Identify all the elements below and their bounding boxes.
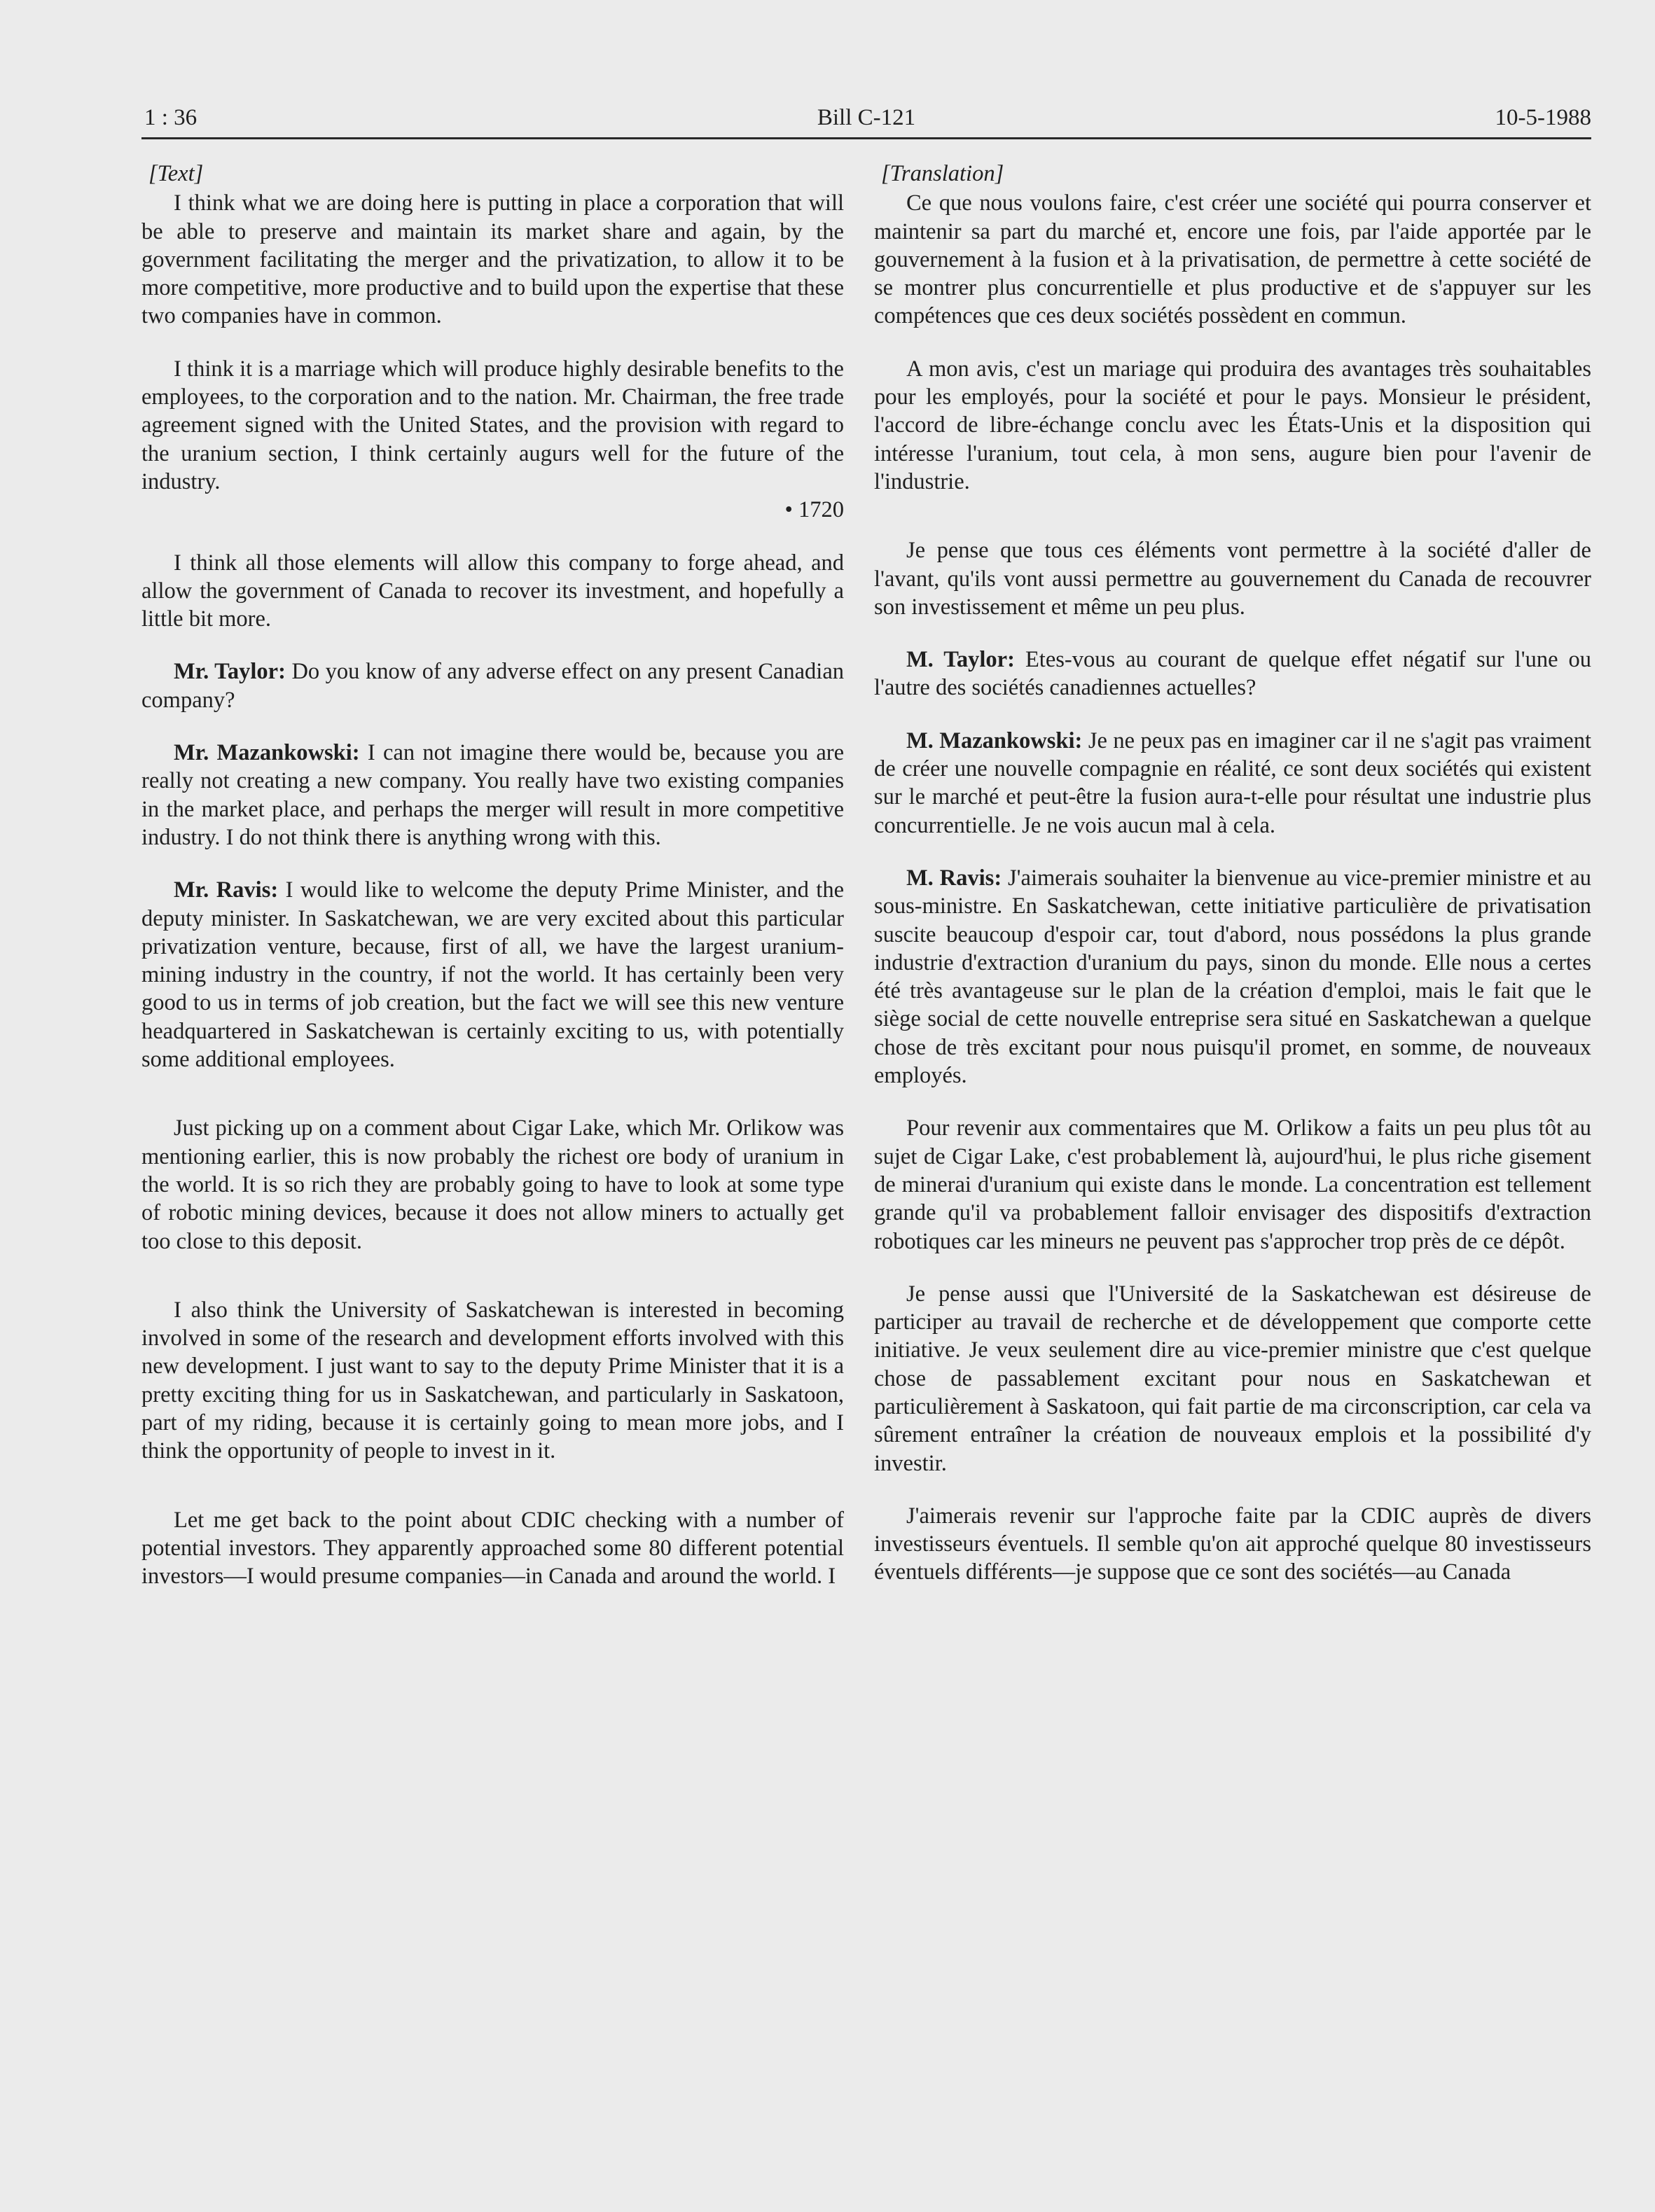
page-header — [141, 102, 1591, 139]
english-column — [141, 160, 844, 1615]
document-title: Bill C-121 — [817, 105, 916, 130]
paragraph: I also think the University of Saskatchewan is interested in becoming involved in some of the research and development efforts involved with this new development. I just want to say to the deputy Prime Minister that it is a pretty exciting thing for us in Saskatchewan, and particularly in Saskatoon, part of my riding, because it is certainly going to mean more jobs, and I think the opportunity of people to invest in it. — [141, 1297, 844, 1464]
speaker-paragraph — [874, 646, 1591, 702]
page-date: 10-5-1988 — [1495, 105, 1591, 130]
paragraph: I think what we are doing here is putting in place a corporation that will be able to preserve and maintain its market share and again, by the government facilitating the merger and the privatization, to allow it to be more competitive, more productive and to build upon the expertise that these two companies have in common. — [141, 190, 844, 329]
paragraph: A mon avis, c'est un mariage qui produira des avantages très souhaitables pour les employés, pour la société et pour le pays. Monsieur le président, l'accord de libre-échange conclu avec les États-Unis et la disposition qui intéresse l'uranium, tout cela, à mon sens, augure bien pour l'avenir de l'industrie. — [874, 356, 1591, 494]
speaker-paragraph — [874, 727, 1591, 840]
speaker-name: Mr. Mazankowski: — [174, 740, 360, 766]
text-label: [Text] — [148, 161, 204, 186]
french-column — [874, 160, 1591, 1611]
paragraph: Ce que nous voulons faire, c'est créer une société qui pourra conserver et maintenir sa part du marché et, encore une fois, par l'aide apportée par le gouvernement à la fusion et à la privatisation, de permettre à cette société de se montrer plus concurrentielle et plus productive et de s'appuyer sur les compétences que ces deux sociétés possèdent en commun. — [874, 190, 1591, 329]
paragraph: J'aimerais revenir sur l'approche faite par la CDIC auprès de divers investisseurs éventuels. Il semble qu'on ait approché quelque 80 investisseurs éventuels différents—je suppose que ce sont des sociétés—au Canada — [874, 1503, 1591, 1585]
speaker-name: M. Taylor: — [906, 647, 1015, 673]
speaker-paragraph — [141, 739, 844, 851]
speaker-paragraph — [141, 658, 844, 714]
speaker-name: Mr. Taylor: — [174, 659, 286, 685]
time-marker: • 1720 — [784, 497, 844, 523]
paragraph: I think it is a marriage which will produce highly desirable benefits to the employees, to the corporation and to the nation. Mr. Chairman, the free trade agreement signed with the United States, and the provision with regard to the uranium section, I think certainly augurs well for the future of the industry. — [141, 356, 844, 494]
paragraph: Let me get back to the point about CDIC checking with a number of potential investors. They apparently approached some 80 different potential investors—I would presume companies—in Canada and around the world. I — [141, 1507, 844, 1590]
paragraph: I think all those elements will allow this company to forge ahead, and allow the government of Canada to recover its investment, and hopefully a little bit more. — [141, 550, 844, 632]
page-number: 1 : 36 — [144, 105, 198, 130]
speaker-name: M. Ravis: — [906, 865, 1002, 891]
speaker-paragraph — [874, 864, 1591, 1090]
speaker-name: Mr. Ravis: — [174, 877, 279, 903]
paragraph: Pour revenir aux commentaires que M. Orlikow a faits un peu plus tôt au sujet de Cigar Lake, c'est probablement là, aujourd'hui, le plus riche gisement de minerai d'uranium qui existe dans le monde. La concentration est tellement grande qu'il va probablement falloir envisager des dispositifs d'extraction robotiques car les mineurs ne peuvent pas s'approcher trop près de ce dépôt. — [874, 1115, 1591, 1254]
paragraph: Just picking up on a comment about Cigar Lake, which Mr. Orlikow was mentioning earlier, this is now probably the richest ore body of uranium in the world. It is so rich they are probably going to have to look at some type of robotic mining devices, because it does not allow miners to actually get too close to this deposit. — [141, 1115, 844, 1254]
paragraph: Je pense que tous ces éléments vont permettre à la société d'aller de l'avant, qu'ils vont aussi permettre au gouvernement du Canada de recouvrer son investissement et même un peu plus. — [874, 538, 1591, 620]
translation-label: [Translation] — [881, 161, 1004, 186]
speech-text: Etes-vous au courant de quelque effet négatif sur l'une ou l'autre des sociétés canadiennes actuelles? — [874, 647, 1591, 701]
speaker-paragraph — [141, 876, 844, 1073]
speech-text: J'aimerais souhaiter la bienvenue au vice-premier ministre et au sous-ministre. En Saskatchewan, cette initiative particulière de privatisation suscite beaucoup d'espoir car, tout d'abord, nous possédons la plus grande industrie d'extraction d'uranium du pays, sinon du monde. Elle nous a certes été très avantageuse sur le plan de la création d'emploi, mais le fait que le siège social de cette nouvelle entreprise sera situé en Saskatchewan a quelque chose de très excitant pour nous puisqu'il promet, en somme, de nouveaux employés. — [874, 865, 1591, 1089]
paragraph: Je pense aussi que l'Université de la Saskatchewan est désireuse de participer au travail de recherche et de développement que comporte cette initiative. Je veux seulement dire au vice-premier ministre que c'est quelque chose de passablement excitant pour nous en Saskatchewan et particulièrement à Saskatoon, qui fait partie de ma circonscription, car cela va sûrement entraîner la création de nouveaux emplois et la possibilité d'y investir. — [874, 1281, 1591, 1476]
speech-text: Je ne peux pas en imaginer car il ne s'agit pas vraiment de créer une nouvelle compagnie en réalité, ce sont deux sociétés qui existent sur le marché et peut-être la fusion aura-t-elle pour résultat une industrie plus concurrentielle. Je ne vois aucun mal à cela. — [874, 728, 1591, 838]
speech-text: Do you know of any adverse effect on any present Canadian company? — [141, 659, 844, 713]
speech-text: I would like to welcome the deputy Prime Minister, and the deputy minister. In Saskatchewan, we are very excited about this particular privatization venture, because, first of all, we have the largest uranium-mining industry in the country, if not the world. It has certainly been very good to us in terms of job creation, but the fact we will see this new venture headquartered in Saskatchewan is certainly exciting to us, with potentially some additional employees. — [141, 877, 844, 1073]
speech-text: I can not imagine there would be, because you are really not creating a new company. You really have two existing companies in the market place, and perhaps the merger will result in more competitive industry. I do not think there is anything wrong with this. — [141, 740, 845, 850]
speaker-name: M. Mazankowski: — [906, 728, 1083, 753]
